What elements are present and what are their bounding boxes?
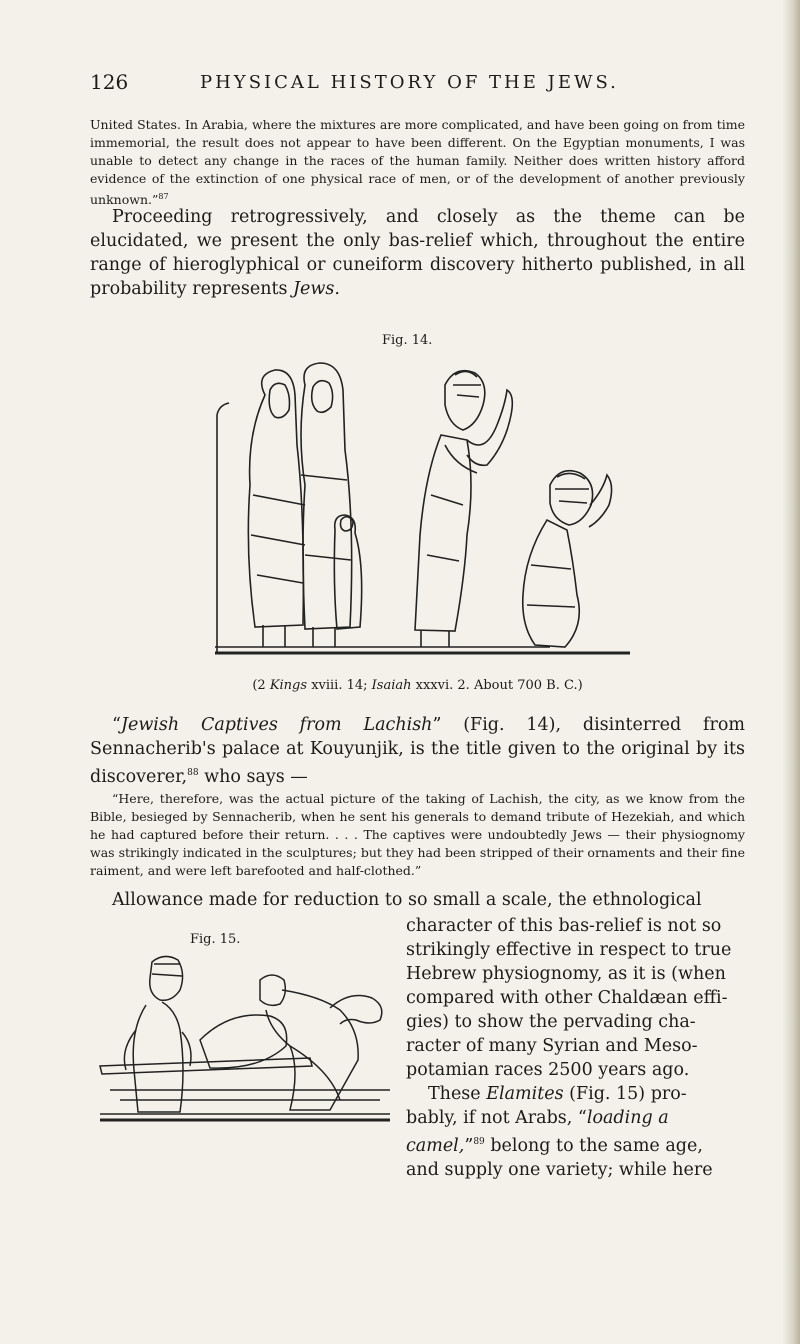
paragraph-1	[90, 205, 745, 301]
paragraph-4-line-4: and supply one variety; while here	[406, 1159, 713, 1180]
paragraph-4-line-1: These Elamites (Fig. 15) pro-	[428, 1084, 687, 1104]
wrap-line: character of this bas-relief is not so	[406, 916, 722, 936]
quote-top: United States. In Arabia, where the mixtures are more complicated, and have been going on from time immemorial, the result does not appear to have been different. On the Egyptian monuments, I was unable to detect any change in the races of the human family. Neither does written history afford evidence of the extinction of one physical race of men, or of the development of another previously unknown.”$^{87}$	[90, 117, 745, 208]
quote-top-text: United States. In Arabia, where the mixtures are more complicated, and have been going on from time immemorial, the result does not appear to have been different. On the Egyptian monuments, I was unable to detect any change in the races of the human family. Neither does written history afford evidence of the extinction of one physical race of men, or of the development of another previously unknown.	[90, 117, 745, 208]
footnote-ref-89: 89	[473, 1137, 485, 1147]
wrap-line: Hebrew physiognomy, as it is (when	[406, 964, 726, 984]
paragraph-4-line-3: camel,”$^{89}$ belong to the same age,	[406, 1135, 703, 1156]
paragraph-2-title: Jewish Captives from Lachish	[120, 715, 433, 735]
caption-kings: Kings	[269, 678, 308, 693]
paragraph-3-first-line: Allowance made for reduction to so small a scale, the ethnological	[112, 890, 702, 910]
paragraph-1-text: Proceeding retrogressively, and closely as the theme can be elucidated, we present the only bas-relief which, throughout the entire range of hieroglyphical or cuneiform discovery hitherto published, in all probability represents	[90, 207, 745, 299]
footnote-ref-88: 88	[187, 768, 199, 778]
caption-isaiah: Isaiah	[371, 678, 412, 693]
running-title: PHYSICAL HISTORY OF THE JEWS.	[200, 72, 619, 93]
paragraph-2: “Jewish Captives from Lachish” (Fig. 14), disinterred from Sennacherib's palace at Kouyunjik, is the title given to the original by its discoverer,$^{88}$ who says —	[90, 715, 745, 787]
fig14-label: Fig. 14.	[382, 333, 433, 348]
quote-lachish	[90, 790, 745, 880]
wrap-line: potamian races 2500 years ago.	[406, 1060, 690, 1080]
wrap-column	[406, 914, 746, 1182]
page-edge-shadow	[782, 0, 800, 1344]
paragraph-4-line-2: bably, if not Arabs, “loading a	[406, 1108, 669, 1128]
elamites-italic: Elamites	[486, 1084, 564, 1104]
page-number: 126	[90, 70, 129, 94]
fig15-label: Fig. 15.	[190, 932, 241, 947]
wrap-line: compared with other Chaldæan effi-	[406, 988, 728, 1008]
wrap-line: gies) to show the pervading cha-	[406, 1012, 696, 1032]
quote-lachish-text: “Here, therefore, was the actual picture of the taking of Lachish, the city, as we know from the Bible, besieged by Sennacherib, when he sent his generals to demand tribute of Hezekiah, and which he had captured before their return. . . . The captives were undoubtedly Jews — their physiognomy was strikingly indicated in the sculptures; but they had been stripped of their ornaments and their fine raiment, and were left barefooted and half-clothed.”	[90, 791, 745, 878]
fig14-caption: (2 Kings xviii. 14; Isaiah xxxvi. 2. About 700 B. C.)	[252, 678, 583, 693]
paragraph-1-italic: Jews.	[293, 279, 340, 299]
fig14-illustration	[205, 355, 630, 665]
page-header	[90, 70, 750, 100]
fig15-illustration	[90, 950, 402, 1130]
wrap-line: racter of many Syrian and Meso-	[406, 1036, 698, 1056]
wrap-line: strikingly effective in respect to true	[406, 940, 732, 960]
footnote-ref-87: 87	[158, 192, 169, 201]
